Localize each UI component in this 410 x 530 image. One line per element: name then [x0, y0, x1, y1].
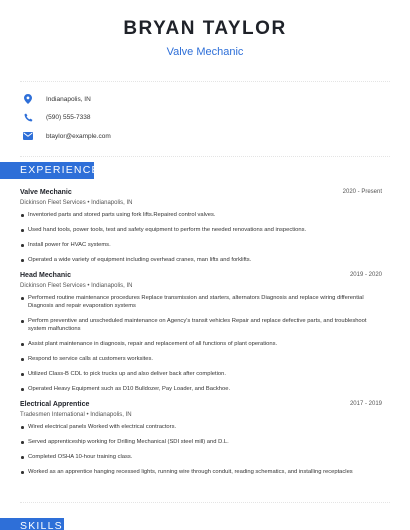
list-item: Used hand tools, power tools, test and safety equipment to perform the needed renovations and inspections. [20, 226, 382, 234]
list-item: Worked as an apprentice hanging recessed lights, running wire through conduit, reading schematics, and installing receptacles [20, 468, 382, 476]
job-entry [20, 188, 382, 264]
phone-text[interactable]: (590) 555-7338 [46, 114, 91, 121]
job-dates: 2019 - 2020 [349, 272, 382, 278]
job-bullets [20, 423, 382, 476]
contact-block [20, 81, 390, 157]
section-divider [20, 502, 390, 503]
resume-header [0, 0, 410, 59]
phone-icon [22, 112, 34, 124]
list-item: Respond to service calls at customers worksites. [20, 355, 382, 363]
experience-heading: EXPERIENCE [0, 162, 94, 179]
list-item: Operated Heavy Equipment such as D10 Bulldozer, Pay Loader, and Backhoe. [20, 385, 382, 393]
job-title: Head Mechanic [20, 272, 71, 279]
skills-heading: SKILLS [0, 518, 64, 530]
job-company: Dickinson Fleet Services • Indianapolis, IN [20, 200, 133, 206]
contact-email [20, 127, 390, 145]
job-company: Tradesmen International • Indianapolis, IN [20, 412, 132, 418]
job-company: Dickinson Fleet Services • Indianapolis, IN [20, 283, 133, 289]
list-item: Completed OSHA 10-hour training class. [20, 453, 382, 461]
list-item: Operated a wide variety of equipment including overhead cranes, man lifts and forklifts. [20, 256, 382, 264]
job-entry [20, 400, 382, 476]
contact-phone [20, 109, 390, 127]
job-title: Electrical Apprentice [20, 401, 90, 408]
location-text: Indianapolis, IN [46, 95, 91, 103]
list-item: Served apprenticeship working for Drilling Mechanical (SDI steel mill) and D.L. [20, 438, 382, 446]
list-item: Assist plant maintenance in diagnosis, repair and replacement of all functions of plant operations. [20, 340, 382, 348]
email-text[interactable]: btaylor@example.com [46, 132, 111, 140]
map-pin-icon [22, 93, 34, 105]
list-item: Install power for HVAC systems. [20, 241, 382, 249]
job-bullets [20, 211, 382, 264]
job-dates: 2017 - 2019 [349, 401, 382, 407]
list-item: Perform preventive and unscheduled maintenance on Agency's transit vehicles Repair and replace defective parts, and troubleshoot system malfunctions [20, 317, 382, 333]
candidate-role: Valve Mechanic [166, 46, 244, 58]
list-item: Utilized Class-B CDL to pick trucks up and also deliver back after completion. [20, 370, 382, 378]
list-item: Performed routine maintenance procedures Replace transmission and starters, alternators Diagnosis and replace wiring differential Diagnosis and repair evaporation systems [20, 294, 382, 310]
job-bullets [20, 294, 382, 393]
candidate-name: BRYAN TAYLOR [123, 18, 287, 39]
list-item: Inventoried parts and stored parts using fork lifts.Repaired control valves. [20, 211, 382, 219]
envelope-icon [22, 130, 34, 142]
job-dates: 2020 - Present [342, 189, 382, 195]
experience-list [20, 188, 382, 483]
job-entry [20, 271, 382, 393]
contact-location [20, 90, 390, 108]
job-title: Valve Mechanic [20, 189, 72, 196]
list-item: Wired electrical panels Worked with electrical contractors. [20, 423, 382, 431]
